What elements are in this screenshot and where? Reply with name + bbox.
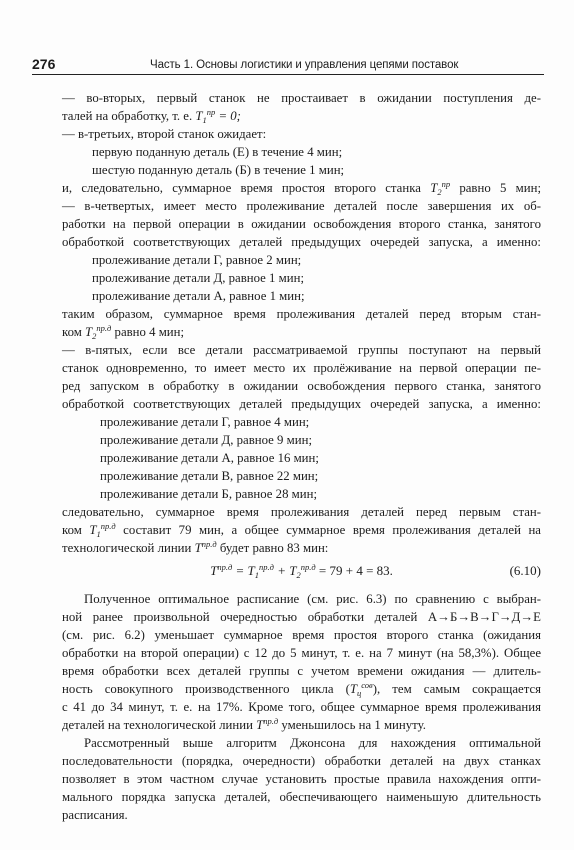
page-header (32, 56, 544, 75)
text-line: — в-пятых, если все детали рассматриваемой группы поступают на первый (62, 343, 541, 357)
text-line: с 41 до 34 минут, т. е. на 17%. Кроме того, общее суммарное время пролеживания (62, 700, 541, 714)
equation-number: (6.10) (509, 563, 541, 578)
text-line: ред запуском в обработку в ожидании освобождения первого станка, занятого (62, 379, 541, 393)
text-line: первую поданную деталь (Е) в течение 4 мин; (92, 145, 343, 159)
text-line: последовательности (порядка, очередности) обработки деталей на двух станках (62, 754, 541, 768)
formula-t2-wait: $T_2^{пр.д}$ (85, 323, 112, 341)
formula-tc-total: $T_ц^{сов}$ (349, 680, 373, 698)
text-line: ной ранее произвольной очередностью обработки деталей А→Б→В→Г→Д→Е (62, 610, 541, 624)
text-line: обработкой соответствующих деталей предыдущих очередей запуска, а именно: (62, 235, 541, 249)
text-line: ком $T_1^{пр.д}$ составит 79 мин, а общее суммарное время пролеживания деталей на (62, 521, 541, 539)
text-line: пролеживание детали Г, равное 4 мин; (100, 415, 310, 429)
text-line: пролеживание детали В, равное 22 мин; (100, 469, 319, 483)
text-line: Рассмотренный выше алгоритм Джонсона для нахождения оптимальной (84, 736, 541, 750)
text-line: время обработки всех деталей группы с учетом времени ожидания — длитель- (62, 664, 541, 678)
equation-6-10 (62, 561, 541, 581)
formula-t2-idle: $T_2^{пр}$ (430, 179, 451, 197)
text-line: ность совокупного производственного цикла $(T_ц^{сов})$, тем самым сокращается (62, 680, 542, 698)
page-number: 276 (32, 56, 56, 72)
text-line: деталей на технологической линии $T^{пр.д}$ уменьшилось на 1 минуту. (62, 716, 426, 732)
text-line: пролеживание детали Б, равное 28 мин; (100, 487, 318, 501)
text-line: таким образом, суммарное время пролеживания деталей перед вторым стан- (62, 307, 541, 321)
text-line: позволяет в этом частном случае установить простые правила нахождения опти- (62, 772, 541, 786)
text-line: пролеживание детали А, равное 1 мин; (92, 289, 305, 303)
text-line: мального порядка запуска деталей, обеспечивающего наименьшую длительность (62, 790, 541, 804)
text-line: технологической линии $T^{пр.д}$ будет равно 83 мин: (62, 539, 329, 555)
text-line: — во-вторых, первый станок не простаивает в ожидании поступления де- (62, 91, 541, 105)
text-line: шестую поданную деталь (Б) в течение 1 мин; (92, 163, 345, 177)
text-line: пролеживание детали Д, равное 1 мин; (92, 271, 305, 285)
text-line: станок одновременно, то имеет место их пролёживание на первой операции пе- (62, 361, 541, 375)
text-line: пролеживание детали Д, равное 9 мин; (100, 433, 313, 447)
text-line: пролеживание детали А, равное 16 мин; (100, 451, 319, 465)
equation-body: $T^{пр.д} = T_1^{пр.д} + T_2^{пр.д} = 79 + 4 = 83$. (210, 562, 393, 580)
formula-t1-wait: $T_1^{пр.д}$ (89, 521, 116, 539)
text-line: следовательно, суммарное время пролеживания деталей перед первым стан- (62, 505, 541, 519)
formula-t1-idle: $T_1^{пр} = 0$; (195, 107, 241, 125)
running-title: Часть 1. Основы логистики и управления цепями поставок (150, 59, 459, 71)
text-line: работки на первой операции в ожидании освобождения второго станка, занятого (62, 217, 541, 231)
text-line: и, следовательно, суммарное время простоя второго станка $T_2^{пр}$ равно 5 мин; (62, 179, 542, 197)
text-line: (см. рис. 6.2) уменьшает суммарное время простоя второго станка (ожидания (62, 628, 541, 642)
text-line: — в-четвертых, имеет место пролеживание деталей после завершения их об- (62, 199, 541, 213)
text-line: обработки на второй операции) с 12 до 5 минут, т. е. на 7 минут (на 58,3%). Общее (62, 646, 541, 660)
text-line: Полученное оптимальное расписание (см. рис. 6.3) по сравнению с выбран- (84, 592, 541, 606)
formula-t-wait-2: $T^{пр.д}$ (256, 716, 279, 732)
formula-t-wait: $T^{пр.д}$ (194, 539, 217, 555)
text-line: — в-третьих, второй станок ожидает: (62, 127, 267, 141)
text-line: пролеживание детали Г, равное 2 мин; (92, 253, 302, 267)
text-line: обработкой соответствующих деталей предыдущих очередей запуска, а именно: (62, 397, 541, 411)
text-line: расписания. (62, 808, 128, 822)
text-line: талей на обработку, т. е. $T_1^{пр} = 0$; (62, 107, 241, 125)
text-line: ком $T_2^{пр.д}$ равно 4 мин; (62, 323, 185, 341)
